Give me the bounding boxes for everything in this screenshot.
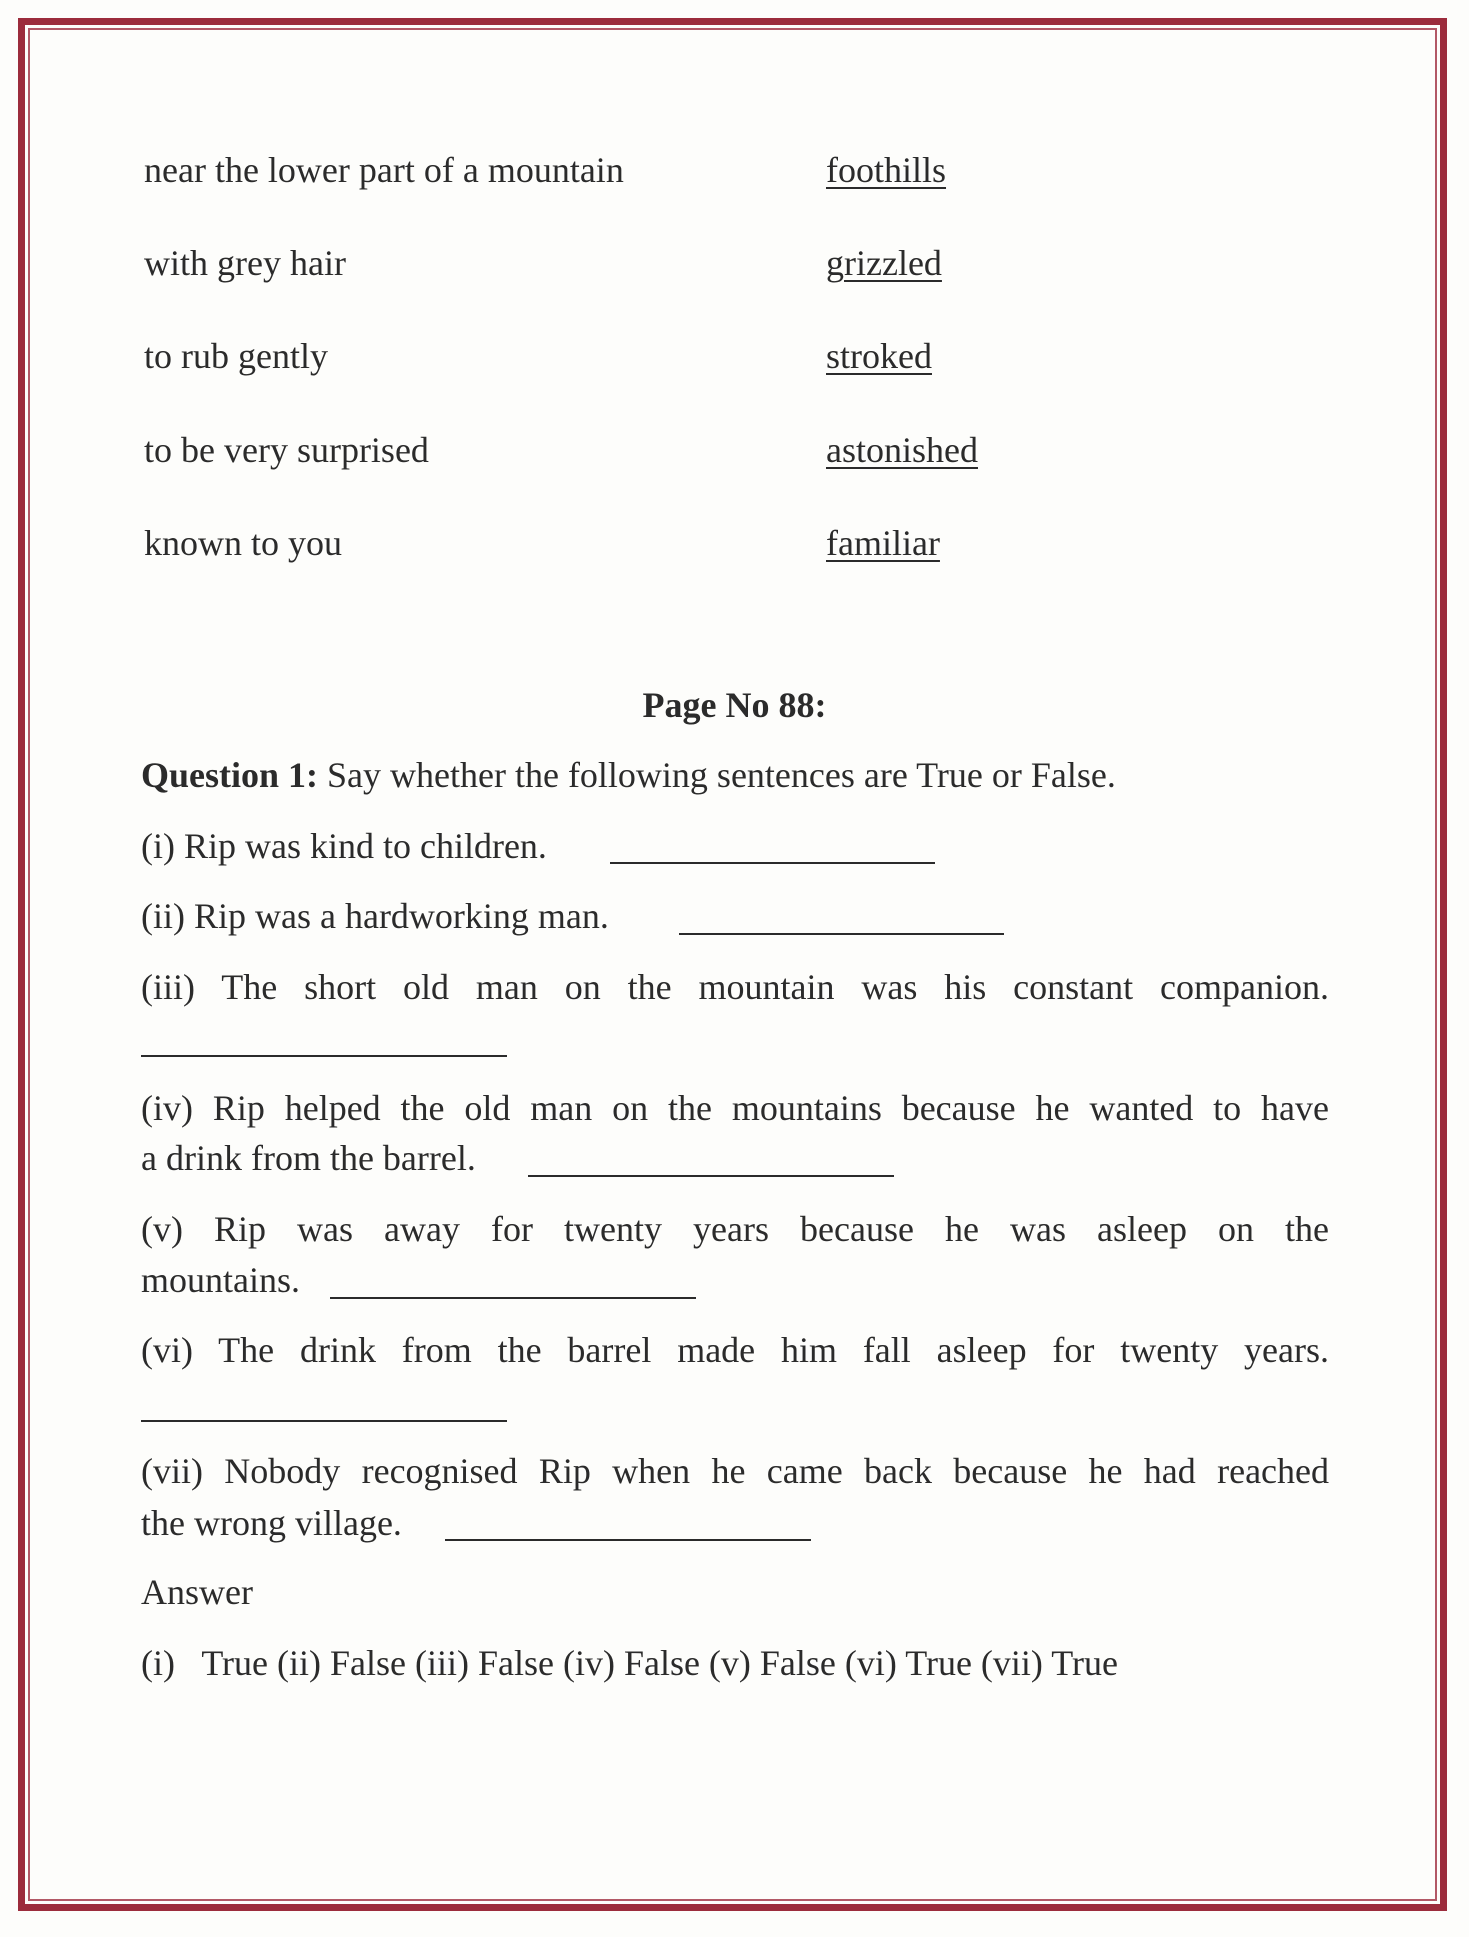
question-item	[141, 824, 547, 868]
answer-blank[interactable]	[445, 1539, 811, 1541]
page-heading: Page No 88:	[642, 685, 827, 725]
vocab-word: foothills	[826, 150, 947, 190]
question-item: (iv) Rip helped the old man on the mountains because he wanted to have	[141, 1088, 1329, 1128]
vocab-meaning: known to you	[144, 523, 342, 563]
question-text: Say whether the following sentences are True or False.	[327, 755, 1116, 795]
question-item-continued: mountains.	[141, 1260, 300, 1300]
answer-text: (i) True (ii) False (iii) False (iv) False (v) False (vi) True (vii) True	[141, 1643, 1118, 1683]
question-item: (v) Rip was away for twenty years because he was asleep on the	[141, 1209, 1329, 1249]
question-item: (iii) The short old man on the mountain was his constant companion.	[141, 967, 1329, 1007]
vocab-word: grizzled	[826, 243, 942, 283]
question-item	[141, 894, 609, 938]
vocab-word: familiar	[826, 523, 940, 563]
item-text: (ii) Rip was a hardworking man.	[141, 896, 609, 936]
answer-blank[interactable]	[141, 1055, 507, 1057]
vocab-meaning: to rub gently	[144, 336, 328, 376]
vocab-word: astonished	[826, 430, 978, 470]
answer-blank[interactable]	[330, 1297, 696, 1299]
question-item-continued: a drink from the barrel.	[141, 1138, 476, 1178]
answer-label: Answer	[141, 1572, 253, 1612]
question-label: Question 1:	[141, 755, 319, 795]
vocab-word: stroked	[826, 336, 932, 376]
question-prompt	[141, 753, 1116, 797]
answer-blank[interactable]	[141, 1420, 507, 1422]
item-text: (i) Rip was kind to children.	[141, 826, 547, 866]
answer-blank[interactable]	[679, 933, 1004, 935]
vocab-meaning: to be very surprised	[144, 430, 429, 470]
question-item: (vi) The drink from the barrel made him fall asleep for twenty years.	[141, 1330, 1329, 1370]
question-item-continued: the wrong village.	[141, 1503, 402, 1543]
answer-blank[interactable]	[528, 1175, 894, 1177]
vocab-meaning: with grey hair	[144, 243, 346, 283]
vocab-meaning: near the lower part of a mountain	[144, 150, 624, 190]
question-item: (vii) Nobody recognised Rip when he came back because he had reached	[141, 1451, 1329, 1491]
answer-blank[interactable]	[610, 862, 935, 864]
